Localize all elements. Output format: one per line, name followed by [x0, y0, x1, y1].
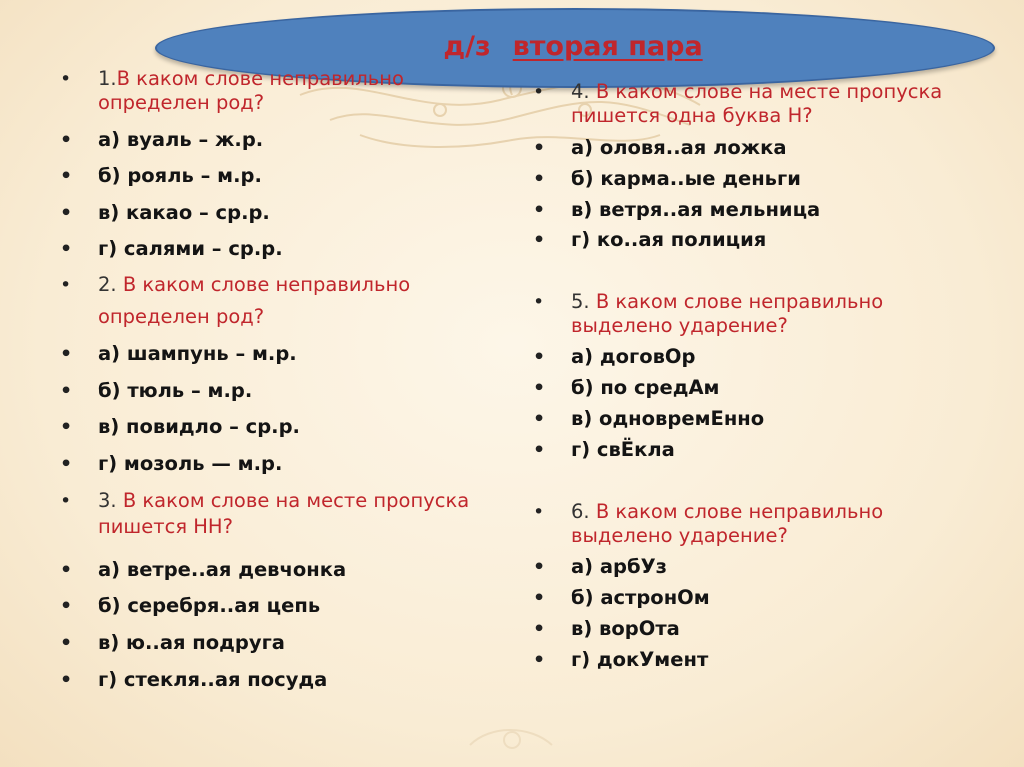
bullet-icon: •	[60, 165, 73, 187]
bullet-icon: •	[60, 416, 73, 438]
bullet-icon: •	[60, 202, 73, 224]
bullet-icon: •	[533, 137, 546, 159]
bullet-icon: •	[60, 490, 72, 512]
question-text: В каком слове неправильно	[595, 500, 884, 523]
question-text: В каком слове неправильно	[116, 67, 404, 90]
bullet-icon: •	[533, 199, 546, 221]
bullet-icon: •	[533, 81, 545, 103]
question-text: В каком слове на месте пропуска	[122, 489, 470, 512]
bullet-icon: •	[60, 669, 73, 691]
bullet-icon: •	[533, 439, 546, 461]
bullet-icon: •	[60, 343, 73, 365]
bullet-icon: •	[60, 453, 73, 475]
bullet-icon: •	[533, 377, 546, 399]
title-second-pair: вторая пара	[512, 30, 703, 62]
bullet-icon: •	[533, 229, 546, 251]
bullet-icon: •	[60, 274, 72, 296]
bullet-icon: •	[533, 291, 545, 313]
bullet-icon: •	[60, 238, 73, 260]
bullet-icon: •	[533, 168, 546, 190]
bullet-icon: •	[60, 380, 73, 402]
slide: д/з вторая пара • 1.В каком слове неправильно определен род? • а) вуаль – ж.р. • б) рояль – м.р. • в) какао – ср.р. • г) салями – ср.р. • 2. В каком слове неправильно определен род? • а) шампунь – м.р. • б) тюль – м.р. • в) повидло – ср.р. • г) мозоль — м.р. • 3. В каком слове на месте пропуска пишется НН? • а) ветре..ая девчонка • б) серебря..ая цепь • в) ю..ая подруга • г) стекля..ая посуда • 4. В каком слове на месте пропуска пишется одна буква Н? • а) оловя..ая ложка • б) карма..ые деньги • в) ветря..ая мельница • г) ко..ая полиция • 5. В каком слове неправильно выделено ударение? • а) договОр • б) по средАм • в) одновремЕнно • г) свЁкла • 6. В каком слове неправильно выделено ударение? • а) арбУз • б) астронОм • в) ворОта • г) докУмент	[0, 0, 1024, 767]
bullet-icon: •	[533, 587, 546, 609]
bullet-icon: •	[533, 408, 546, 430]
question-text: В каком слове неправильно	[122, 273, 411, 296]
question-text: В каком слове неправильно	[595, 290, 884, 313]
bullet-icon: •	[60, 68, 72, 90]
bullet-icon: •	[533, 346, 546, 368]
bullet-icon: •	[533, 501, 545, 523]
bullet-icon: •	[60, 129, 73, 151]
question-text: В каком слове на месте пропуска	[595, 80, 943, 103]
bullet-icon: •	[533, 618, 546, 640]
bullet-icon: •	[533, 556, 546, 578]
bullet-icon: •	[60, 559, 73, 581]
bullet-icon: •	[60, 595, 73, 617]
bullet-icon: •	[533, 649, 546, 671]
title-homework: д/з	[443, 30, 491, 62]
bullet-icon: •	[60, 632, 73, 654]
